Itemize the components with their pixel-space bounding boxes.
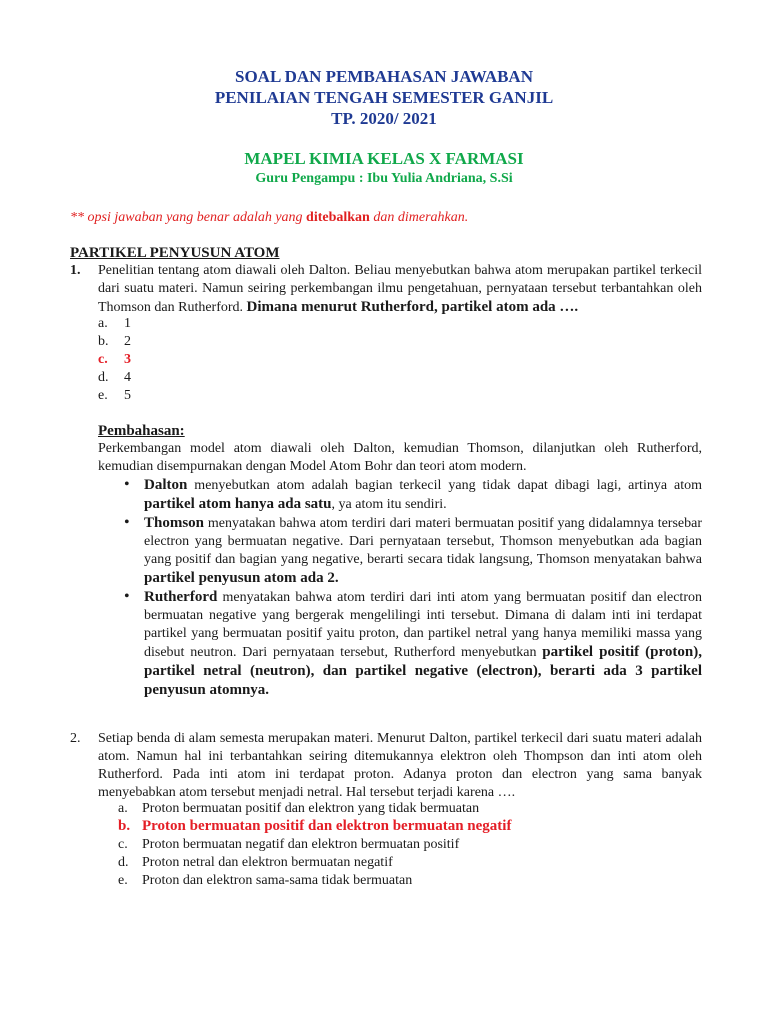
title-line-3: TP. 2020/ 2021	[331, 109, 437, 128]
q2-option-c[interactable]	[118, 836, 459, 854]
q2-option-e[interactable]	[118, 872, 412, 890]
bullet-bold: partikel atom hanya ada satu	[144, 496, 332, 512]
question-2-number: 2.	[70, 731, 81, 746]
question-1-text	[98, 262, 702, 317]
discussion-title: Pembahasan:	[98, 423, 185, 439]
q1-option-c-correct[interactable]	[98, 351, 131, 369]
question-1-stem: Penelitian tentang atom diawali oleh Dalton. Beliau menyebutkan bahwa atom merupakan partikel terkecil dari suatu materi. Namun seiring perkembangan ilmu pengetahuan, pernyataan tersebut terbantahkan oleh Thomson dan Rutherford.	[98, 263, 702, 315]
option-text: Proton bermuatan positif dan elektron yang tidak bermuatan	[142, 801, 480, 816]
bullet-text: , ya atom itu sendiri.	[331, 497, 447, 512]
answer-key-note	[70, 209, 468, 227]
bullet-text: menyebutkan atom adalah bagian terkecil yang tidak dapat dibagi lagi, artinya atom	[187, 478, 702, 493]
option-label: a.	[98, 316, 108, 331]
bullet-name: Rutherford	[144, 589, 218, 605]
bullet-dalton	[118, 476, 702, 514]
note-emphasis: ditebalkan	[306, 210, 370, 225]
option-text: 3	[124, 352, 131, 367]
option-text: 4	[124, 370, 131, 385]
option-label: b.	[98, 334, 109, 349]
option-label: c.	[118, 837, 128, 852]
option-text: Proton dan elektron sama-sama tidak bermuatan	[142, 873, 413, 888]
note-suffix: dan dimerahkan.	[369, 210, 469, 225]
q1-option-b[interactable]	[98, 333, 131, 351]
teacher-name: Guru Pengampu : Ibu Yulia Andriana, S.Si	[255, 171, 513, 186]
option-text: 2	[124, 334, 131, 349]
discussion-intro: Perkembangan model atom diawali oleh Dalton, kemudian Thomson, dilanjutkan oleh Rutherford, kemudian disempurnakan dengan Model Atom Bohr dan teori atom modern.	[98, 441, 702, 474]
option-label: a.	[118, 801, 128, 816]
q2-option-b-correct[interactable]	[118, 817, 511, 835]
bullet-thomson	[118, 514, 702, 588]
q1-option-e[interactable]	[98, 387, 131, 405]
q1-option-a[interactable]	[98, 315, 131, 333]
bullet-text: menyatakan bahwa atom terdiri dari materi bermuatan positif yang didalamnya tersebar electron yang bermuatan negative. Dari pernyataan tersebut, Thomson menyebutkan ada bagian yang positif dan bagian yang negative, berarti secara tidak langsung, Thomson menyatakan bahwa	[144, 516, 702, 567]
document-title	[0, 66, 768, 129]
question-1-prompt: Dimana menurut Rutherford, partikel atom ada ….	[246, 299, 579, 315]
option-label: d.	[118, 855, 129, 870]
bullet-name: Dalton	[144, 477, 188, 493]
option-label: b.	[118, 818, 131, 834]
section-heading: PARTIKEL PENYUSUN ATOM	[70, 245, 280, 261]
option-label: d.	[98, 370, 109, 385]
note-prefix: ** opsi jawaban yang benar adalah yang	[70, 210, 307, 225]
question-2-text: Setiap benda di alam semesta merupakan materi. Menurut Dalton, partikel terkecil dari suatu materi adalah atom. Namun hal ini terbantahkan seiring ditemukannya elektron oleh Thompson dan inti atom oleh Rutherford. Pada inti atom ini terdapat proton. Adanya proton dan electron yang sama banyak menyebabkan atom tersebut menjadi netral. Hal tersebut terjadi karena ….	[98, 731, 702, 800]
bullet-name: Thomson	[144, 515, 205, 531]
option-text: 1	[124, 316, 131, 331]
option-label: e.	[98, 388, 108, 403]
option-text: Proton bermuatan positif dan elektron bermuatan negatif	[142, 818, 512, 834]
option-label: c.	[98, 352, 108, 367]
option-text: Proton netral dan elektron bermuatan negatif	[142, 855, 393, 870]
bullet-rutherford	[118, 588, 702, 700]
question-1-number: 1.	[70, 263, 81, 278]
bullet-bold: partikel positif (proton), partikel netral (neutron), dan partikel negative (electron), berarti ada 3 partikel penyusun atomnya.	[144, 644, 702, 698]
bullet-bold: partikel penyusun atom ada 2.	[144, 570, 339, 586]
subject-heading: MAPEL KIMIA KELAS X FARMASI	[244, 149, 524, 168]
bullet-text: menyatakan bahwa atom terdiri dari inti atom yang bermuatan positif dan electron bermuatan negative yang bergerak mengelilingi inti tersebut. Dimana di dalam inti ini terdapat partikel yang bermuatan positif yaitu proton, dan partikel netral yang hanya memiliki massa yang disebut neutron. Dari pernyataan tersebut, Rutherford menyebutkan	[144, 590, 702, 660]
discussion-bullets	[118, 476, 702, 700]
q2-option-a[interactable]	[118, 800, 479, 818]
option-label: e.	[118, 873, 128, 888]
q1-option-d[interactable]	[98, 369, 131, 387]
option-text: 5	[124, 388, 131, 403]
title-line-2: PENILAIAN TENGAH SEMESTER GANJIL	[214, 88, 554, 107]
title-line-1: SOAL DAN PEMBAHASAN JAWABAN	[234, 67, 533, 86]
option-text: Proton bermuatan negatif dan elektron bermuatan positif	[142, 837, 460, 852]
q2-option-d[interactable]	[118, 854, 393, 872]
